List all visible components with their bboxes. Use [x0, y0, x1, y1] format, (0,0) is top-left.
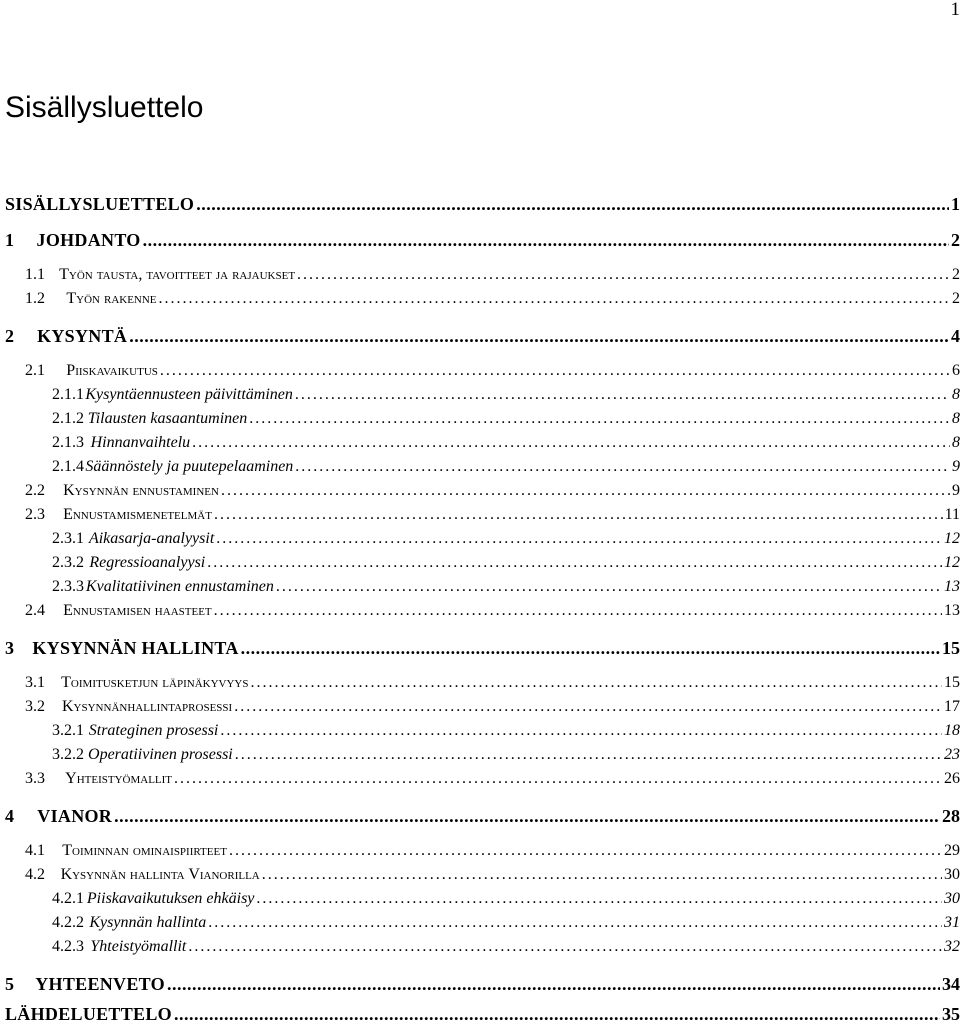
dot-leader: [114, 805, 940, 827]
toc-entry-page: 12: [944, 529, 960, 548]
dot-leader: [295, 457, 950, 476]
toc-entry[interactable]: [0, 265, 960, 284]
toc-entry-title: VIANOR: [37, 805, 112, 827]
toc-entry-page: 23: [944, 745, 960, 764]
toc-entry-title: Kysyntäennusteen päivittäminen: [85, 385, 293, 404]
toc-entry-page: 29: [944, 841, 960, 860]
toc-entry-number: 4: [0, 805, 37, 827]
dot-leader: [220, 721, 942, 740]
toc-entry-title: Säännöstely ja puutepelaaminen: [85, 457, 293, 476]
toc-entry-title: Piiskavaikutus: [66, 361, 158, 380]
toc-entry-title: Kysynnänhallintaprosessi: [62, 697, 232, 716]
toc-entry-number: 2.4: [0, 601, 63, 620]
toc-entry-title: Kysynnän hallinta: [89, 913, 206, 932]
dot-leader: [129, 325, 949, 347]
toc-entry-title: Yhteistyömallit: [90, 937, 186, 956]
toc-entry-number: 4.1: [0, 841, 62, 860]
toc-entry[interactable]: [0, 505, 960, 524]
toc-entry[interactable]: [0, 385, 960, 404]
toc-entry-page: 9: [952, 457, 960, 476]
toc-entry-title: Kysynnän ennustaminen: [63, 481, 219, 500]
toc-entry-title: Kvalitatiivinen ennustaminen: [86, 577, 274, 596]
toc-entry-number: 3.2.1: [0, 721, 89, 740]
toc-entry[interactable]: [0, 637, 960, 659]
toc-entry[interactable]: [0, 913, 960, 932]
dot-leader: [241, 637, 940, 659]
toc-entry-page: 8: [952, 433, 960, 452]
toc-entry-title: Strateginen prosessi: [89, 721, 219, 740]
toc-entry-page: 31: [944, 913, 960, 932]
toc-entry[interactable]: [0, 433, 960, 452]
toc-entry-title: Yhteistyömallit: [65, 769, 172, 788]
toc-entry-page: 4: [951, 325, 960, 347]
toc-entry-number: 3.3: [0, 769, 65, 788]
toc-entry-page: 13: [944, 577, 960, 596]
toc-entry-page: 8: [952, 409, 960, 428]
toc-entry-page: 11: [945, 505, 960, 524]
toc-entry[interactable]: [0, 325, 960, 347]
toc-entry[interactable]: [0, 481, 960, 500]
toc-entry-number: 3.2.2: [0, 745, 88, 764]
toc-entry-page: 26: [944, 769, 960, 788]
toc-entry[interactable]: [0, 229, 960, 251]
toc-entry-title: Työn tausta, tavoitteet ja rajaukset: [59, 265, 295, 284]
toc-entry[interactable]: [0, 529, 960, 548]
toc-entry[interactable]: [0, 805, 960, 827]
toc-entry[interactable]: [0, 553, 960, 572]
toc-entry-title: JOHDANTO: [37, 229, 141, 251]
dot-leader: [160, 361, 950, 380]
dot-leader: [208, 913, 942, 932]
toc-entry[interactable]: [0, 865, 960, 884]
dot-leader: [221, 481, 950, 500]
toc-entry-number: 3.1: [0, 673, 61, 692]
toc-entry-number: 2.1.2: [0, 409, 88, 428]
page-number: 1: [951, 0, 960, 19]
toc-entry[interactable]: [0, 889, 960, 908]
dot-leader: [207, 553, 942, 572]
toc-entry[interactable]: [0, 769, 960, 788]
toc-entry-title: Kysynnän hallinta Vianorilla: [61, 865, 260, 884]
dot-leader: [229, 841, 942, 860]
toc-entry-number: 2.3.1: [0, 529, 89, 548]
toc-entry[interactable]: [0, 697, 960, 716]
toc-entry-title: Hinnanvaihtelu: [91, 433, 191, 452]
toc-entry-number: 2.3: [0, 505, 63, 524]
toc-entry-page: 1: [951, 193, 960, 215]
toc-entry-number: 4.2.3: [0, 937, 90, 956]
toc-entry[interactable]: [0, 289, 960, 308]
dot-leader: [174, 1003, 940, 1025]
page-title: Sisällysluettelo: [5, 90, 203, 126]
dot-leader: [249, 409, 950, 428]
toc-entry-number: 2.1.3: [0, 433, 91, 452]
toc-entry[interactable]: [0, 409, 960, 428]
toc-entry[interactable]: [0, 577, 960, 596]
dot-leader: [256, 889, 942, 908]
toc-entry-number: 2.1: [0, 361, 66, 380]
toc-entry-title: Tilausten kasaantuminen: [88, 409, 248, 428]
toc-entry-number: 2.2: [0, 481, 63, 500]
toc-entry-page: 2: [952, 289, 960, 308]
dot-leader: [297, 265, 950, 284]
toc-entry-page: 28: [942, 805, 960, 827]
toc-entry[interactable]: [0, 193, 960, 215]
toc-entry-title: Toiminnan ominaispiirteet: [62, 841, 227, 860]
toc-entry-page: 15: [944, 673, 960, 692]
toc-entry[interactable]: [0, 1003, 960, 1025]
toc-entry-page: 30: [944, 865, 960, 884]
toc-entry[interactable]: [0, 937, 960, 956]
toc-entry-number: 2: [0, 325, 37, 347]
toc-entry-page: 8: [952, 385, 960, 404]
toc-entry-page: 13: [944, 601, 960, 620]
dot-leader: [295, 385, 950, 404]
dot-leader: [214, 601, 942, 620]
toc-entry-title: LÄHDELUETTELO: [0, 1003, 172, 1025]
toc-entry-number: 5: [0, 973, 35, 995]
dot-leader: [159, 289, 950, 308]
toc-entry-page: 9: [952, 481, 960, 500]
toc-entry-number: 2.1.1: [0, 385, 85, 404]
toc-entry-number: 4.2: [0, 865, 61, 884]
toc-entry-page: 35: [942, 1003, 960, 1025]
toc-entry-title: Piiskavaikutuksen ehkäisy: [87, 889, 255, 908]
toc-entry-page: 18: [944, 721, 960, 740]
dot-leader: [234, 697, 942, 716]
toc-entry-number: 4.2.1: [0, 889, 87, 908]
toc-entry-title: YHTEENVETO: [35, 973, 165, 995]
toc-entry-page: 2: [951, 229, 960, 251]
toc-entry-title: Työn rakenne: [66, 289, 156, 308]
dot-leader: [167, 973, 940, 995]
toc-entry-number: 2.1.4: [0, 457, 85, 476]
dot-leader: [192, 433, 950, 452]
dot-leader: [188, 937, 942, 956]
toc-entry-number: 2.3.2: [0, 553, 89, 572]
dot-leader: [216, 529, 942, 548]
toc-entry-number: 3.2: [0, 697, 62, 716]
dot-leader: [262, 865, 942, 884]
toc-entry[interactable]: [0, 457, 960, 476]
toc-entry-page: 12: [944, 553, 960, 572]
toc-entry-number: 2.3.3: [0, 577, 86, 596]
toc-entry-number: 1.2: [0, 289, 66, 308]
toc-entry[interactable]: [0, 601, 960, 620]
dot-leader: [196, 193, 949, 215]
toc-entry-page: 15: [942, 637, 960, 659]
toc-entry-page: 6: [952, 361, 960, 380]
toc-entry-title: SISÄLLYSLUETTELO: [0, 193, 194, 215]
toc-entry-page: 2: [952, 265, 960, 284]
toc-entry-title: Regressioanalyysi: [89, 553, 205, 572]
dot-leader: [174, 769, 942, 788]
dot-leader: [214, 505, 943, 524]
toc-entry-title: Aikasarja-analyysit: [89, 529, 214, 548]
toc-entry-page: 30: [944, 889, 960, 908]
toc-entry-number: 3: [0, 637, 32, 659]
toc-entry-page: 34: [942, 973, 960, 995]
toc-entry-title: Toimitusketjun läpinäkyvyys: [61, 673, 248, 692]
dot-leader: [235, 745, 942, 764]
toc-entry-title: KYSYNTÄ: [37, 325, 127, 347]
toc-entry[interactable]: [0, 673, 960, 692]
toc-entry-number: 4.2.2: [0, 913, 89, 932]
toc-entry-page: 17: [944, 697, 960, 716]
dot-leader: [276, 577, 942, 596]
toc-entry[interactable]: [0, 745, 960, 764]
toc-entry-number: 1: [0, 229, 37, 251]
toc-entry[interactable]: [0, 721, 960, 740]
toc-entry[interactable]: [0, 973, 960, 995]
dot-leader: [143, 229, 949, 251]
toc-entry[interactable]: [0, 361, 960, 380]
dot-leader: [250, 673, 942, 692]
toc-entry[interactable]: [0, 841, 960, 860]
toc-entry-title: KYSYNNÄN HALLINTA: [32, 637, 238, 659]
toc-entry-title: Operatiivinen prosessi: [88, 745, 233, 764]
toc-entry-title: Ennustamisen haasteet: [63, 601, 212, 620]
toc-entry-title: Ennustamismenetelmät: [63, 505, 212, 524]
toc-entry-page: 32: [944, 937, 960, 956]
toc-entry-number: 1.1: [0, 265, 59, 284]
